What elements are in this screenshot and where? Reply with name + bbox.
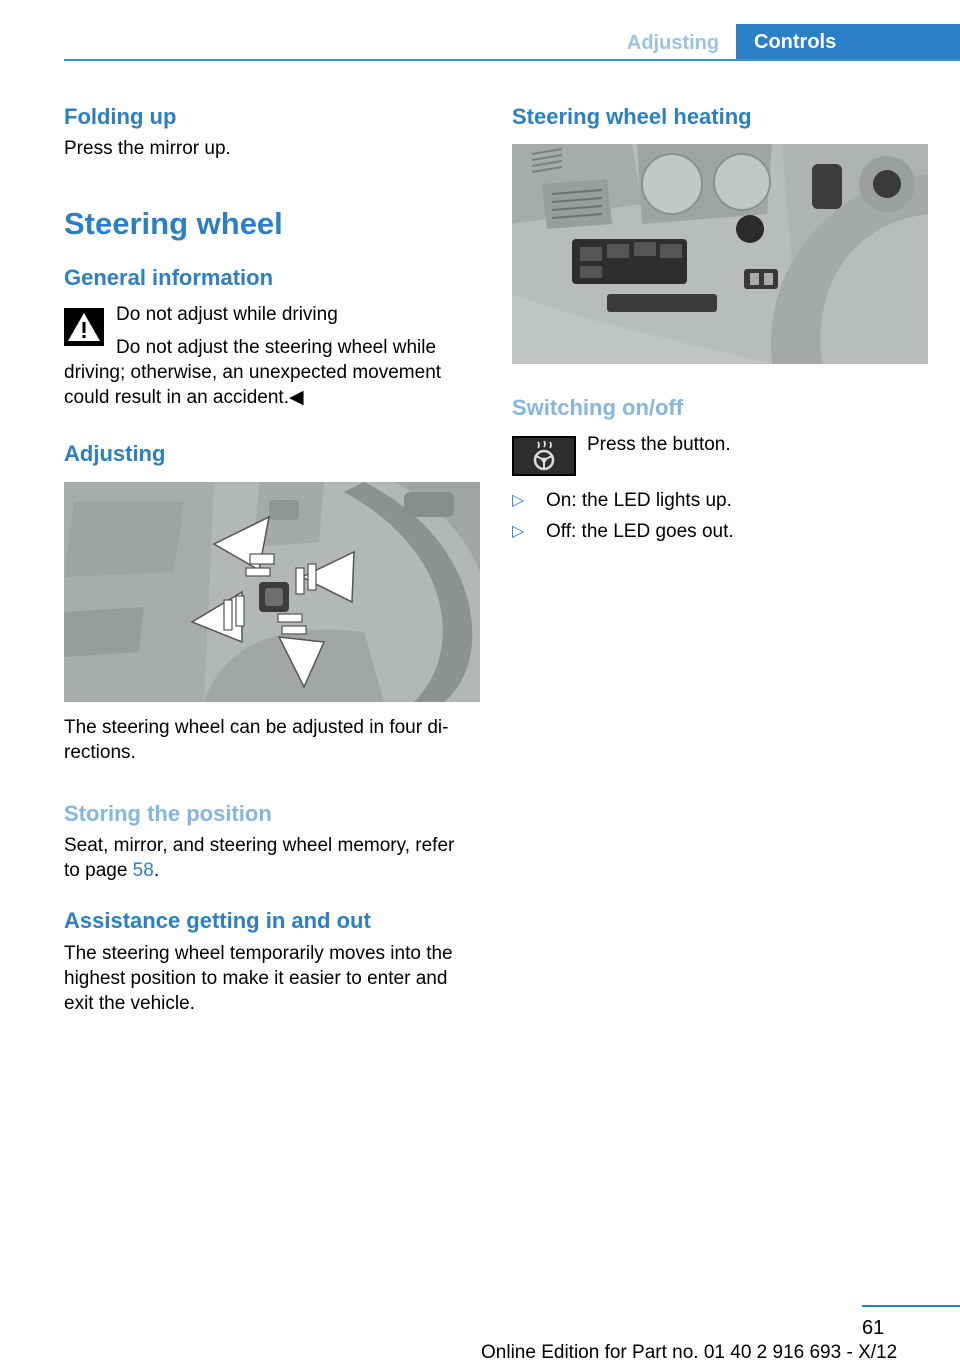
header-chapter-tab: Controls: [736, 24, 960, 61]
assistance-heading: Assistance getting in and out: [64, 908, 371, 933]
warning-text-line: Do not adjust the steering wheel while: [116, 337, 437, 358]
header-section-tab: Adjusting: [626, 32, 720, 54]
adjusting-text-line: The steering wheel can be adjusted in four di-: [64, 717, 449, 738]
assistance-text-line: The steering wheel temporarily moves into the: [64, 943, 453, 964]
warning-text-line: could result in an accident.◀: [64, 387, 304, 408]
page-number: 61: [862, 1317, 885, 1339]
assistance-text-line: highest position to make it easier to enter and: [64, 968, 448, 989]
bullet-icon: ▷: [512, 523, 525, 540]
warning-triangle-icon: [64, 308, 104, 346]
steering-column-adjust-figure: [64, 482, 480, 702]
adjusting-heading: Adjusting: [64, 441, 166, 466]
warning-title: Do not adjust while driving: [116, 304, 338, 325]
page-reference-link[interactable]: 58: [132, 860, 154, 881]
folding-up-text: Press the mirror up.: [64, 138, 231, 159]
general-information-heading: General information: [64, 265, 274, 290]
warning-text-line: driving; otherwise, an unexpected movement: [64, 362, 442, 383]
storing-position-text-line: to page 58.: [64, 860, 160, 881]
storing-position-heading: Storing the position: [64, 801, 272, 826]
list-item: Off: the LED goes out.: [546, 521, 734, 542]
storing-position-text-line: Seat, mirror, and steering wheel memory, refer: [64, 835, 455, 856]
assistance-text-line: exit the vehicle.: [64, 993, 195, 1014]
steering-wheel-heating-heading: Steering wheel heating: [512, 104, 752, 129]
switching-on-off-heading: Switching on/off: [512, 395, 684, 420]
dashboard-heating-figure: [512, 144, 928, 364]
steering-wheel-heating-icon: [512, 436, 576, 476]
steering-wheel-heading: Steering wheel: [64, 206, 283, 241]
folding-up-heading: Folding up: [64, 104, 177, 129]
header-rule: [64, 59, 960, 61]
footer-edition: Online Edition for Part no. 01 40 2 916 693 - X/12: [481, 1342, 898, 1362]
adjusting-text-line: rections.: [64, 742, 136, 763]
footer-rule: [862, 1305, 960, 1307]
bullet-icon: ▷: [512, 492, 525, 509]
list-item: On: the LED lights up.: [546, 490, 732, 511]
switching-text: Press the button.: [587, 434, 731, 455]
